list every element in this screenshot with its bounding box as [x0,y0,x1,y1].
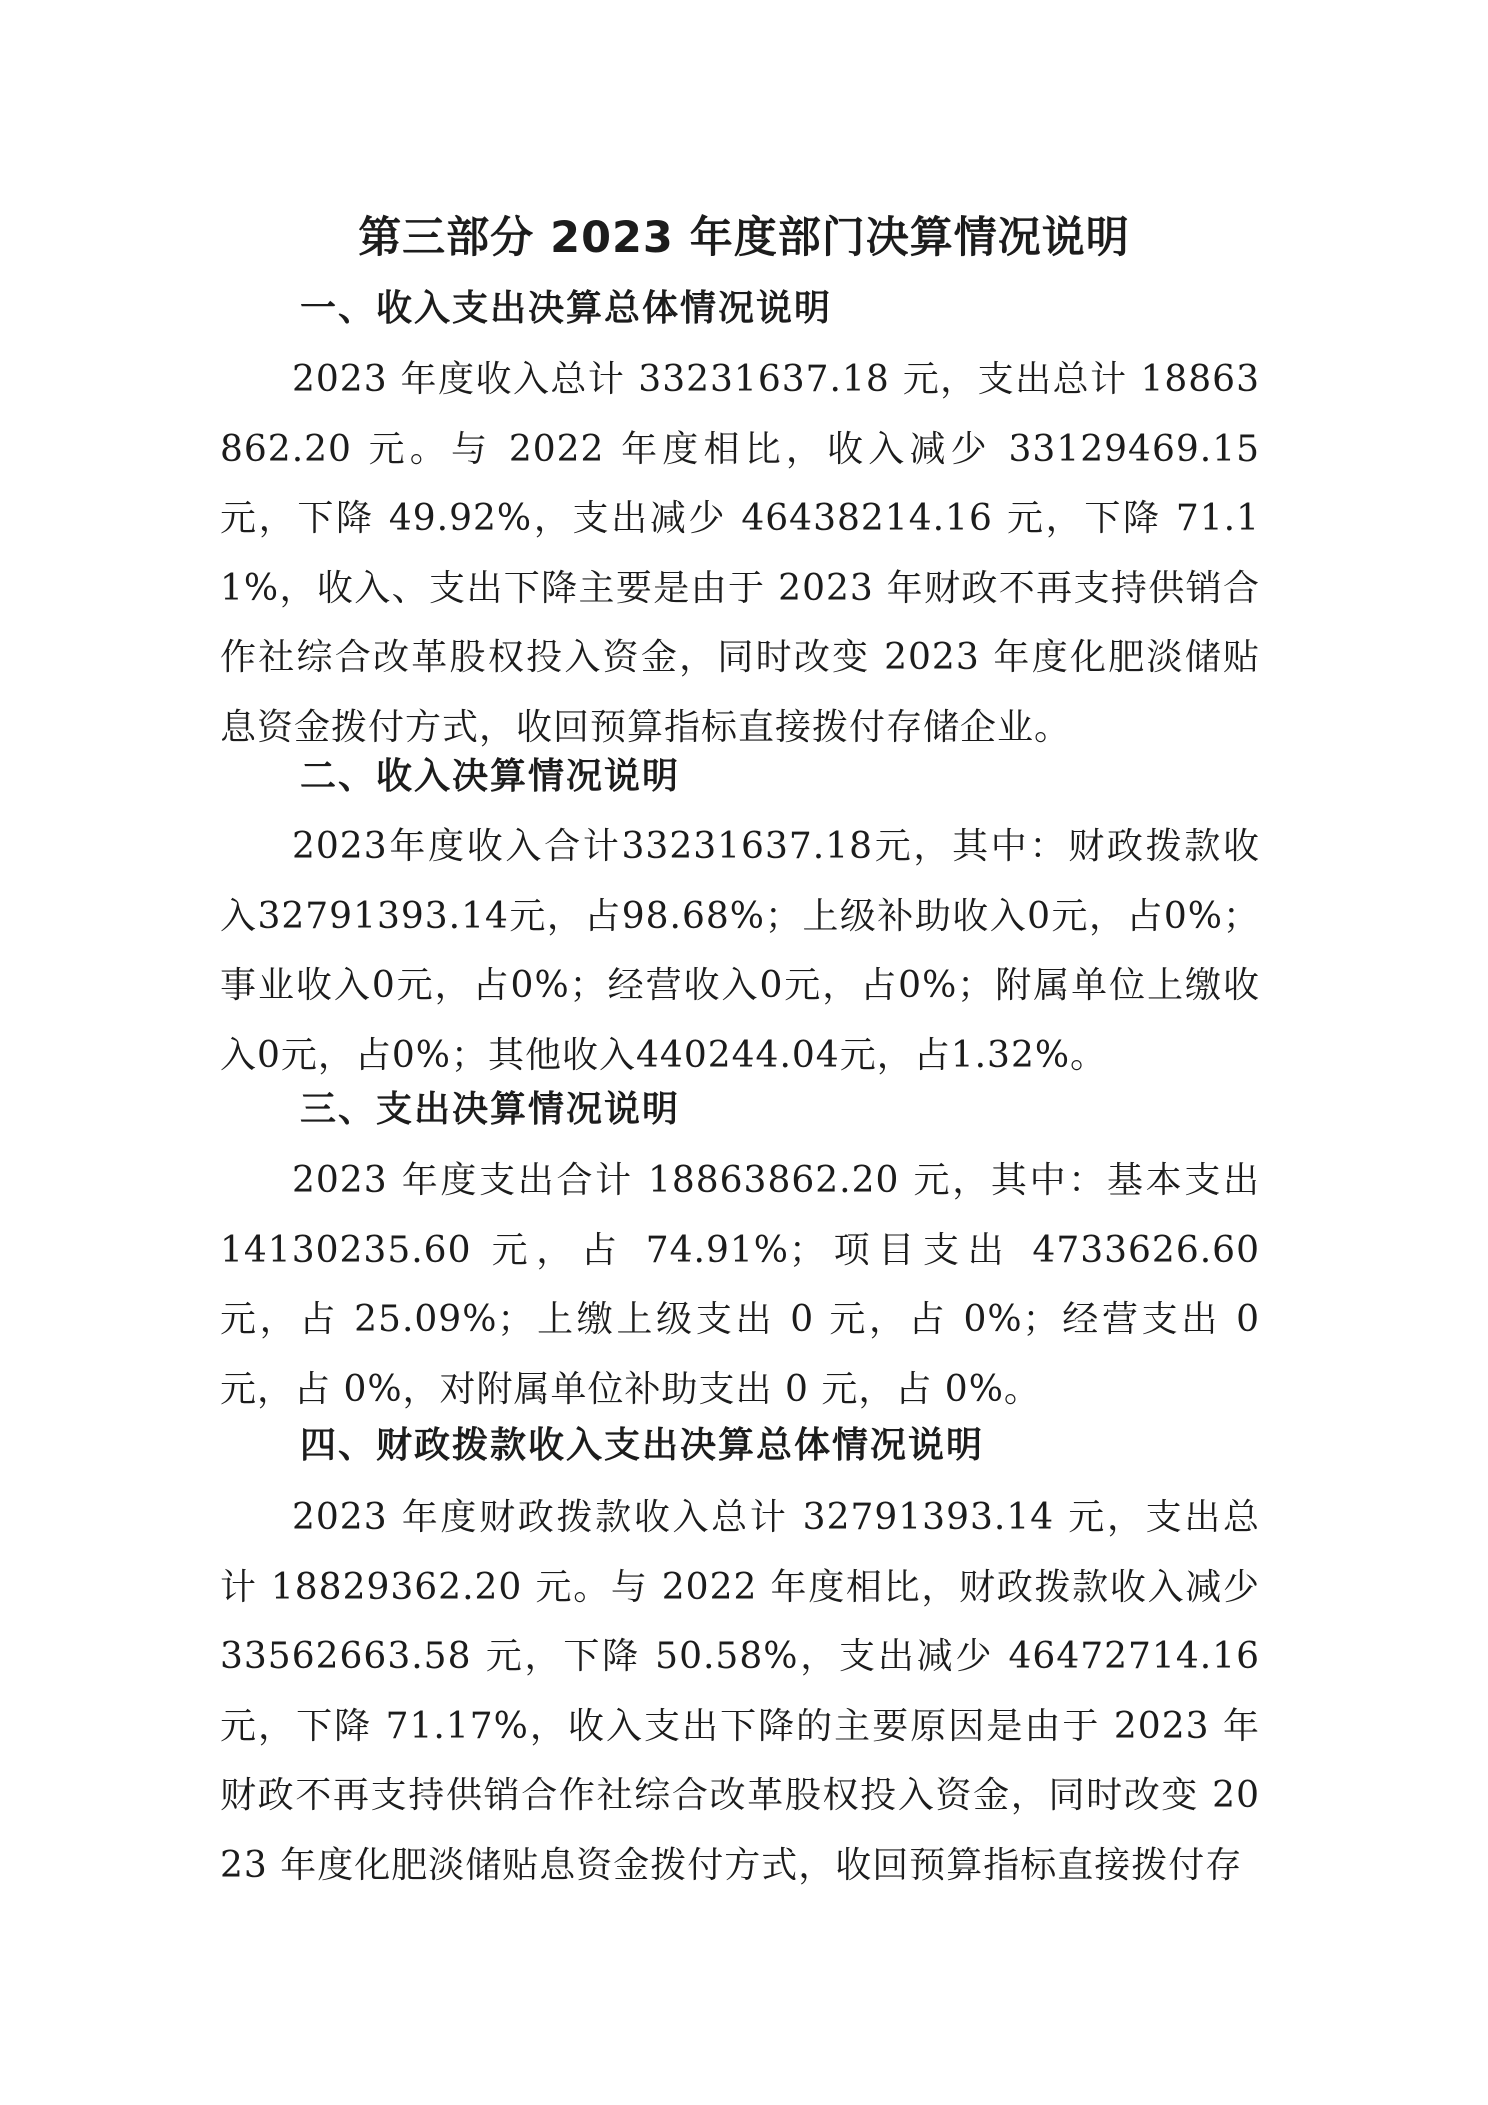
page-title: 第三部分 2023 年度部门决算情况说明 [358,213,1130,263]
section-heading-1: 一、收入支出决算总体情况说明 [300,288,833,329]
section-heading-4: 四、财政拨款收入支出决算总体情况说明 [300,1425,985,1466]
section-heading-3: 三、支出决算情况说明 [300,1089,681,1130]
section-paragraph-4: 2023 年度财政拨款收入总计 32791393.14 元，支出总计 18829362.20 元。与 2022 年度相比，财政拨款收入减少 33562663.58 元，下降 50.58%，支出减少 46472714.16 元，下降 71.17%，收入支出下降的主要原因是由于 2023 年财政不再支持供销合作社综合改革股权投入资金，同时改变 2023 年度化肥淡储贴息资金拨付方式，收回预算指标直接拨付存 [220,1497,1260,1886]
section-paragraph-3: 2023 年度支出合计 18863862.20 元，其中：基本支出 14130235.60 元，占 74.91%；项目支出 4733626.60 元，占 25.09%；上缴上级支出 0 元，占 0%；经营支出 0 元，占 0%，对附属单位补助支出 0 元，占 0%。 [220,1160,1260,1410]
section-heading-2: 二、收入决算情况说明 [300,756,681,797]
section-paragraph-1: 2023 年度收入总计 33231637.18 元，支出总计 18863862.20 元。与 2022 年度相比，收入减少 33129469.15 元，下降 49.92%，支出减少 46438214.16 元，下降 71.11%，收入、支出下降主要是由于 2023 年财政不再支持供销合作社综合改革股权投入资金，同时改变 2023 年度化肥淡储贴息资金拨付方式，收回预算指标直接拨付存储企业。 [220,359,1260,748]
section-paragraph-2: 2023年度收入合计33231637.18元，其中：财政拨款收入32791393.14元，占98.68%；上级补助收入0元，占0%；事业收入0元，占0%；经营收入0元，占0%；附属单位上缴收入0元，占0%；其他收入440244.04元，占1.32%。 [220,826,1260,1076]
